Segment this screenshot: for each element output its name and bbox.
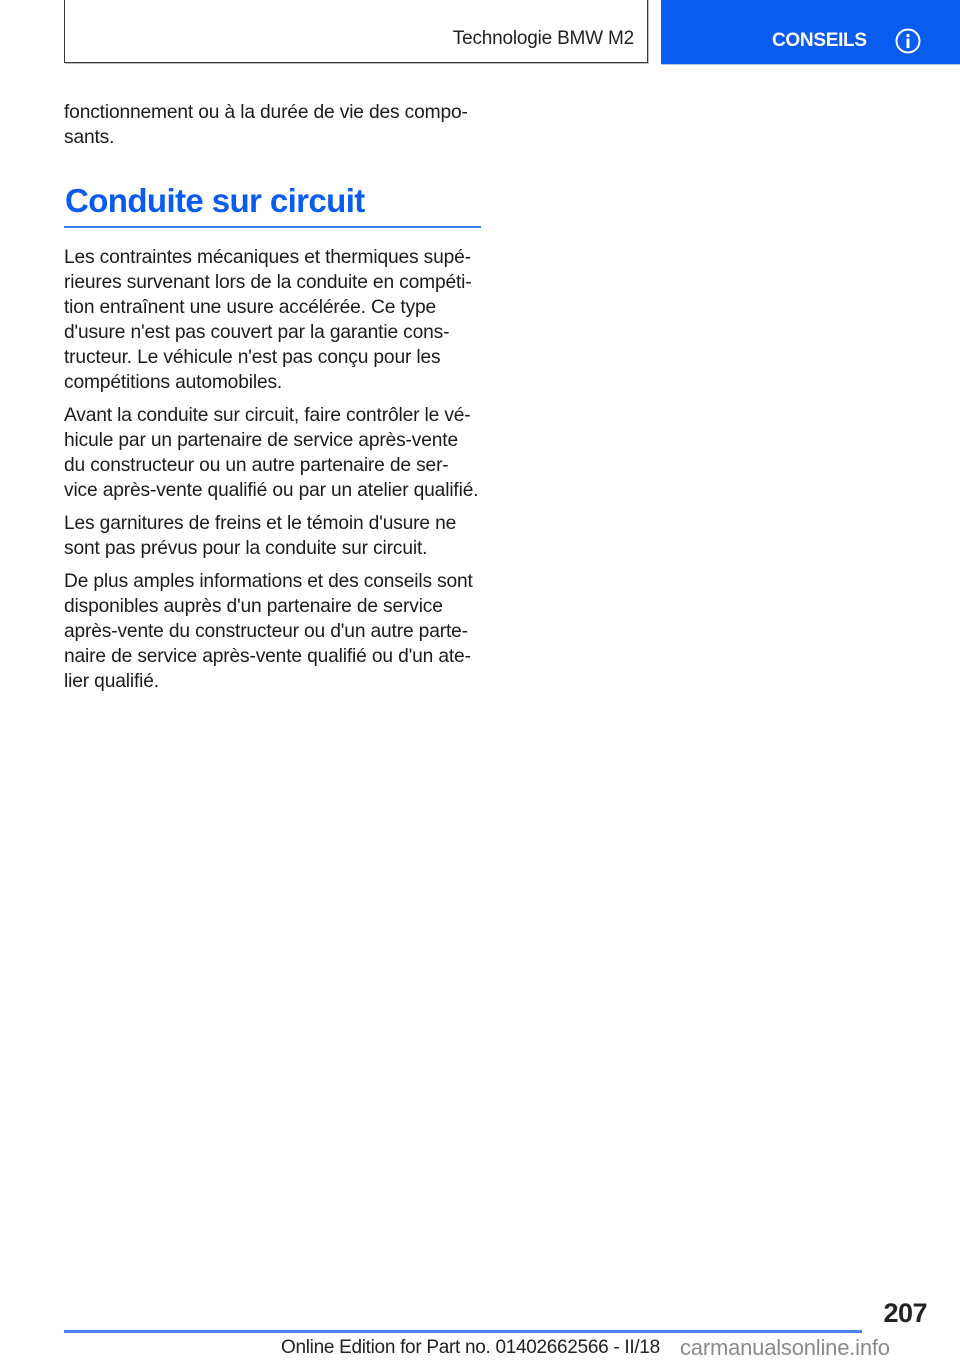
info-icon bbox=[895, 28, 921, 54]
text-line: Les contraintes mécaniques et thermiques supé- bbox=[64, 247, 471, 268]
text-line: du constructeur ou un autre partenaire de ser- bbox=[64, 455, 449, 476]
text-line: Les garnitures de freins et le témoin d'usure ne bbox=[64, 513, 457, 534]
section-tab-conseils bbox=[661, 0, 960, 64]
text-line: tion entraînent une usure accélérée. Ce type bbox=[64, 297, 437, 318]
text-line: sont pas prévus pour la conduite sur circuit. bbox=[64, 538, 428, 559]
intro-continuation bbox=[64, 100, 484, 150]
footer-divider bbox=[64, 1330, 862, 1333]
text-line: Avant la conduite sur circuit, faire contrôler le vé- bbox=[64, 405, 471, 426]
text-line: d'usure n'est pas couvert par la garantie cons- bbox=[64, 322, 450, 343]
paragraph-brakes bbox=[64, 511, 484, 561]
text-line: sants. bbox=[64, 127, 115, 148]
section-body bbox=[64, 245, 484, 694]
text-line: De plus amples informations et des conseils sont bbox=[64, 571, 473, 592]
section-tab-label: CONSEILS bbox=[772, 30, 867, 51]
chapter-title: Technologie BMW M2 bbox=[452, 28, 634, 49]
text-line: compétitions automobiles. bbox=[64, 372, 283, 393]
section-heading: Conduite sur circuit bbox=[64, 180, 481, 228]
footer-watermark: carmanualsonline.info bbox=[680, 1335, 890, 1360]
footer-edition-text: Online Edition for Part no. 01402662566 - II/18 bbox=[281, 1337, 660, 1358]
paragraph-more-info bbox=[64, 569, 484, 694]
text-line: hicule par un partenaire de service après-vente bbox=[64, 430, 458, 451]
text-line: vice après-vente qualifié ou par un atelier qualifié. bbox=[64, 480, 479, 501]
paragraph-inspection bbox=[64, 403, 484, 503]
text-line: naire de service après-vente qualifié ou d'un ate- bbox=[64, 646, 471, 667]
text-line: tructeur. Le véhicule n'est pas conçu pour les bbox=[64, 347, 441, 368]
page-number: 207 bbox=[883, 1298, 927, 1328]
paragraph-warranty bbox=[64, 245, 484, 395]
text-line: lier qualifié. bbox=[64, 671, 159, 692]
text-line: rieures survenant lors de la conduite en compéti- bbox=[64, 272, 472, 293]
text-line: fonctionnement ou à la durée de vie des compo- bbox=[64, 102, 468, 123]
text-line: disponibles auprès d'un partenaire de service bbox=[64, 596, 443, 617]
chapter-header bbox=[64, 0, 648, 63]
page-content bbox=[64, 100, 484, 694]
text-line: après-vente du constructeur ou d'un autre parte- bbox=[64, 621, 468, 642]
